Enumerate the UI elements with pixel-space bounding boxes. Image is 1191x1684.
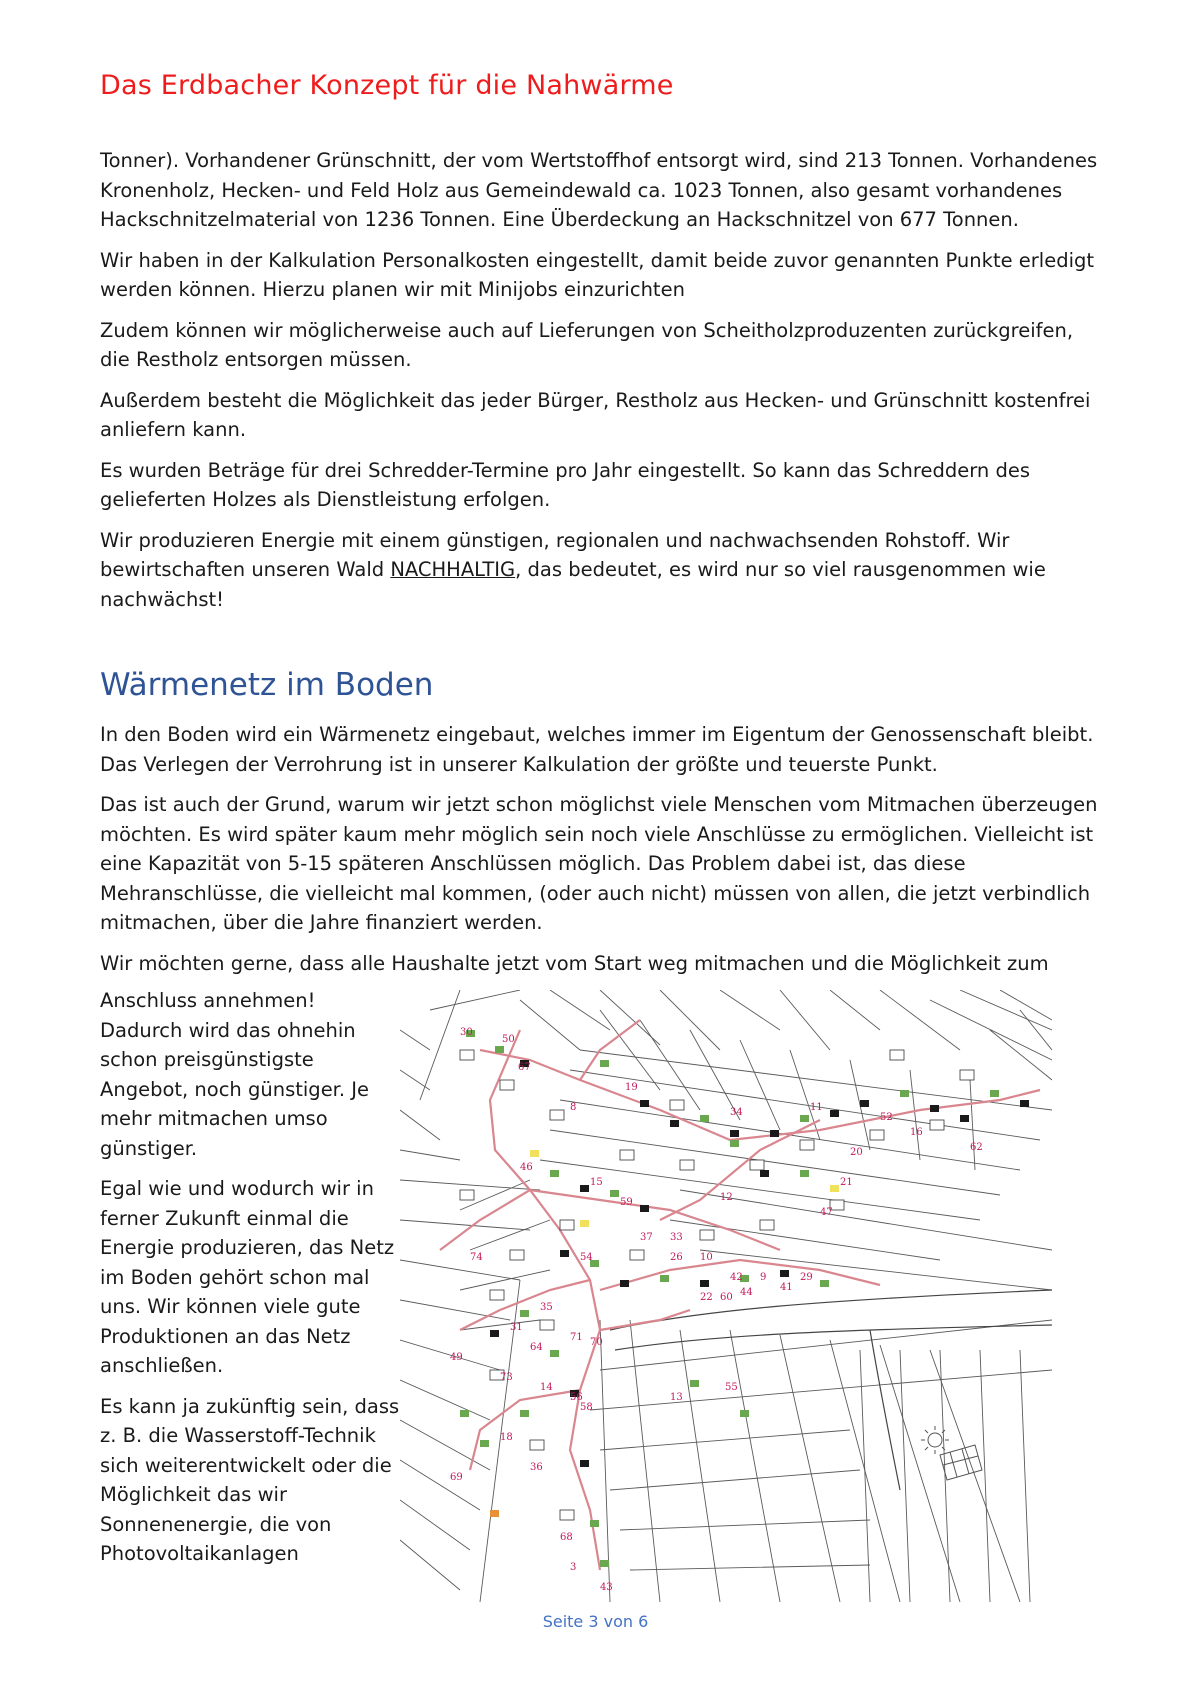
side-column [100, 986, 400, 1580]
svg-text:36: 36 [530, 1462, 543, 1473]
section-body [100, 720, 1100, 989]
svg-text:43: 43 [600, 1582, 613, 1593]
svg-text:71: 71 [570, 1332, 583, 1343]
svg-text:29: 29 [800, 1272, 813, 1283]
svg-text:50: 50 [502, 1034, 515, 1045]
svg-text:67: 67 [518, 1062, 531, 1073]
svg-text:31: 31 [510, 1322, 523, 1333]
paragraph: Es wurden Beträge für drei Schredder-Termine pro Jahr eingestellt. So kann das Schreddern des gelieferten Holzes als Dienstleistung erfolgen. [100, 458, 1030, 511]
svg-text:20: 20 [850, 1147, 863, 1158]
text: , das bedeutet, es wird nur so viel rausgenommen wie nachwächst! [100, 558, 1046, 611]
svg-text:68: 68 [560, 1532, 573, 1543]
svg-text:62: 62 [970, 1142, 983, 1153]
paragraph-sustainable [100, 526, 1100, 615]
paragraph: Anschluss annehmen! Dadurch wird das ohnehin schon preisgünstigste Angebot, noch günstiger. Je mehr mitmachen umso günstiger. [100, 989, 370, 1160]
svg-text:59: 59 [620, 1197, 633, 1208]
svg-text:18: 18 [500, 1432, 513, 1443]
svg-text:14: 14 [540, 1382, 553, 1393]
svg-text:11: 11 [810, 1102, 823, 1113]
section-heading: Wärmenetz im Boden [100, 667, 434, 703]
svg-text:58: 58 [580, 1402, 593, 1413]
svg-text:70: 70 [590, 1337, 603, 1348]
svg-text:47: 47 [820, 1207, 833, 1218]
text: Wir produzieren Energie mit einem günstigen, regionalen und nachwachsenden Rohstoff. Wir bewirtschaften unseren Wald [100, 528, 1010, 581]
svg-text:19: 19 [625, 1082, 638, 1093]
svg-text:49: 49 [450, 1352, 463, 1363]
svg-text:44: 44 [740, 1287, 753, 1298]
svg-text:16: 16 [910, 1127, 923, 1138]
svg-text:69: 69 [450, 1472, 463, 1483]
svg-text:12: 12 [720, 1192, 733, 1203]
paragraph: Tonner). Vorhandener Grünschnitt, der vom Wertstoffhof entsorgt wird, sind 213 Tonnen. Vorhandenes Kronenholz, Hecken- und Feld Holz aus Gemeindewald ca. 1023 Tonnen, also gesamt vorhandenes Hackschnitzelmaterial von 1236 Tonnen. Eine Überdeckung an Hackschnitzel von 677 Tonnen. [100, 149, 1098, 231]
svg-text:74: 74 [470, 1252, 483, 1263]
paragraph: Wir haben in der Kalkulation Personalkosten eingestellt, damit beide zuvor genannten Punkte erledigt werden können. Hierzu planen wir mit Minijobs einzurichten [100, 248, 1095, 301]
svg-text:54: 54 [580, 1252, 593, 1263]
svg-text:10: 10 [700, 1252, 713, 1263]
underlined-word: NACHHALTIG [390, 558, 516, 581]
svg-text:26: 26 [670, 1252, 683, 1263]
svg-text:41: 41 [780, 1282, 793, 1293]
heating-network-map [400, 990, 1052, 1602]
svg-text:9: 9 [760, 1272, 767, 1283]
svg-text:55: 55 [725, 1382, 738, 1393]
svg-text:21: 21 [840, 1177, 853, 1188]
paragraph: Das ist auch der Grund, warum wir jetzt schon möglichst viele Menschen vom Mitmachen überzeugen möchten. Es wird später kaum mehr möglich sein noch viele Anschlüsse zu ermöglichen. Vielleicht ist eine Kapazität von 5-15 späteren Anschlüssen möglich. Das Problem dabei ist, das diese Mehranschlüsse, die vielleicht mal kommen, (oder auch nicht) müssen von allen, die jetzt verbindlich mitmachen, über die Jahre finanziert werden. [100, 793, 1098, 934]
paragraph: In den Boden wird ein Wärmenetz eingebaut, welches immer im Eigentum der Genossenschaft bleibt. Das Verlegen der Verrohrung ist in unserer Kalkulation der größte und teuerste Punkt. [100, 723, 1094, 776]
svg-text:73: 73 [500, 1372, 513, 1383]
svg-text:56: 56 [570, 1392, 583, 1403]
paragraph: Es kann ja zukünftig sein, dass z. B. die Wasserstoff-Technik sich weiterentwickelt oder die Möglichkeit das wir Sonnenenergie, die von Photovoltaikanlagen [100, 1394, 400, 1565]
paragraph: Wir möchten gerne, dass alle Haushalte jetzt vom Start weg mitmachen und die Möglichkeit zum [100, 951, 1049, 975]
svg-text:64: 64 [530, 1342, 543, 1353]
svg-text:37: 37 [640, 1232, 653, 1243]
svg-text:15: 15 [590, 1177, 603, 1188]
svg-text:42: 42 [730, 1272, 743, 1283]
paragraph: Zudem können wir möglicherweise auch auf Lieferungen von Scheitholzproduzenten zurückgreifen, die Restholz entsorgen müssen. [100, 318, 1074, 371]
svg-text:60: 60 [720, 1292, 733, 1303]
svg-text:52: 52 [880, 1112, 893, 1123]
svg-text:46: 46 [520, 1162, 533, 1173]
svg-text:13: 13 [670, 1392, 683, 1403]
intro-section [100, 146, 1100, 625]
paragraph: Außerdem besteht die Möglichkeit das jeder Bürger, Restholz aus Hecken- und Grünschnitt kostenfrei anliefern kann. [100, 388, 1091, 441]
svg-text:33: 33 [670, 1232, 683, 1243]
svg-text:8: 8 [570, 1102, 577, 1113]
paragraph: Egal wie und wodurch wir in ferner Zukunft einmal die Energie produzieren, das Netz im Boden gehört schon mal uns. Wir können viele gute Produktionen an das Netz anschließen. [100, 1177, 395, 1377]
svg-text:35: 35 [540, 1302, 553, 1313]
document-title: Das Erdbacher Konzept für die Nahwärme [100, 70, 674, 101]
svg-text:34: 34 [730, 1107, 743, 1118]
svg-text:30: 30 [460, 1027, 473, 1038]
page-number: Seite 3 von 6 [542, 1612, 649, 1631]
svg-text:22: 22 [700, 1292, 713, 1303]
svg-text:3: 3 [570, 1562, 577, 1573]
